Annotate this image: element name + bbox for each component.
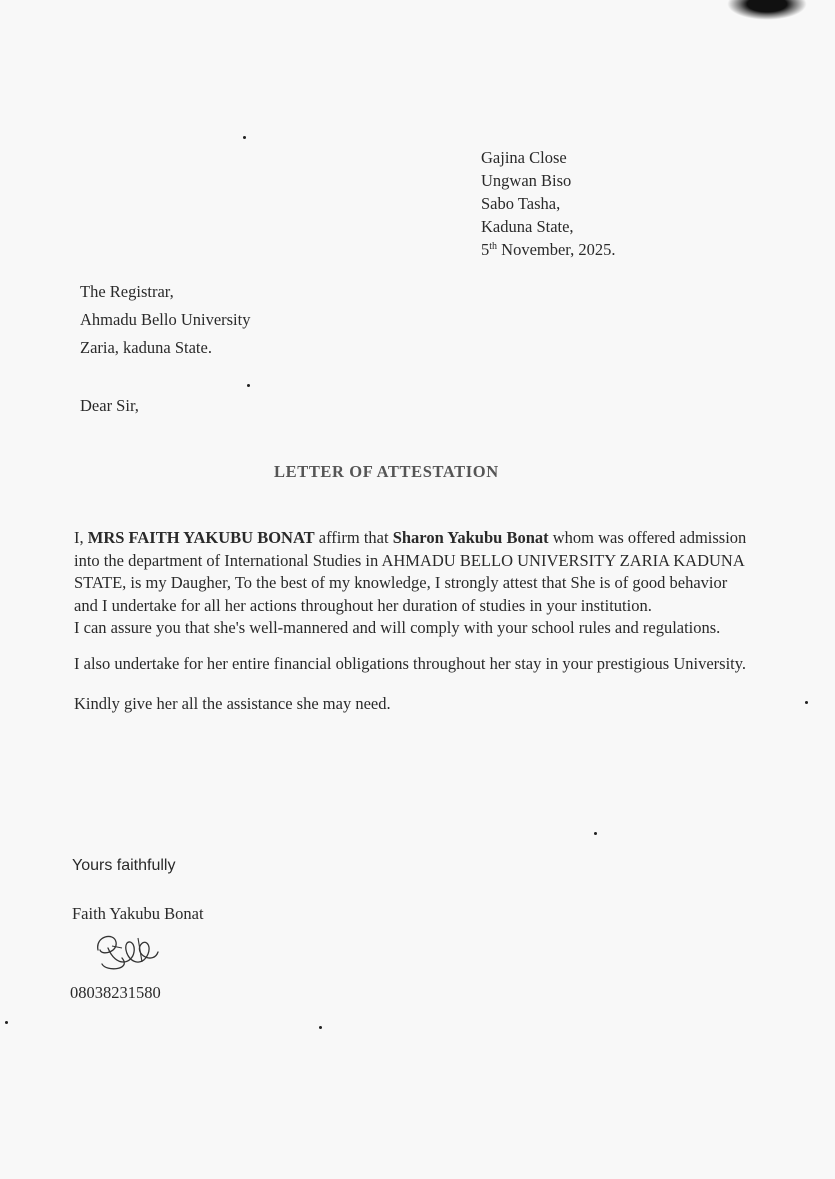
signer-name: Faith Yakubu Bonat bbox=[72, 904, 204, 923]
intro-text: I, bbox=[74, 528, 88, 547]
sender-address bbox=[481, 148, 616, 263]
body-paragraph bbox=[74, 527, 754, 617]
speck bbox=[805, 701, 808, 704]
affirm-text: affirm that bbox=[314, 528, 393, 547]
body-paragraph: I can assure you that she's well-mannered and will comply with your school rules and regulations. bbox=[74, 618, 721, 637]
address-line: Sabo Tasha, bbox=[481, 194, 561, 213]
handwritten-signature bbox=[92, 928, 162, 973]
paragraph-text: whom was offered admission into the department of International Studies in AHMADU BELLO UNIVERSITY ZARIA KADUNA STATE, is my Daugher, To the best of my knowledge, I strongly attest that She is of good behavior and I undertake for all her actions throughout her duration of studies in your institution. bbox=[74, 528, 747, 615]
address-line: Gajina Close bbox=[481, 148, 567, 167]
speck bbox=[5, 1021, 8, 1024]
speck bbox=[319, 1026, 322, 1029]
speck bbox=[243, 136, 246, 139]
date-rest: November, 2025. bbox=[497, 240, 616, 259]
recipient-line: The Registrar, bbox=[80, 282, 174, 301]
closing: Yours faithfully bbox=[72, 857, 176, 874]
address-line: Kaduna State, bbox=[481, 217, 574, 236]
body-paragraph: Kindly give her all the assistance she may need. bbox=[74, 694, 391, 713]
recipient-line: Ahmadu Bello University bbox=[80, 310, 251, 329]
letter-date bbox=[481, 240, 616, 263]
speck bbox=[247, 384, 250, 387]
date-day: 5 bbox=[481, 240, 490, 259]
child-name: Sharon Yakubu Bonat bbox=[392, 528, 549, 547]
parent-name: MRS FAITH YAKUBU BONAT bbox=[87, 528, 315, 547]
speck bbox=[594, 832, 597, 835]
body-paragraph: I also undertake for her entire financial obligations throughout her stay in your prestigious University. bbox=[74, 653, 747, 673]
address-line: Ungwan Biso bbox=[481, 171, 572, 190]
phone-number: 08038231580 bbox=[70, 983, 161, 1002]
recipient-address bbox=[80, 282, 250, 366]
date-suffix: th bbox=[489, 241, 498, 252]
ink-stain bbox=[727, 0, 807, 20]
letter-subject: LETTER OF ATTESTATION bbox=[274, 462, 499, 481]
recipient-line: Zaria, kaduna State. bbox=[80, 338, 212, 357]
salutation: Dear Sir, bbox=[80, 396, 139, 415]
letter-body bbox=[74, 527, 754, 716]
